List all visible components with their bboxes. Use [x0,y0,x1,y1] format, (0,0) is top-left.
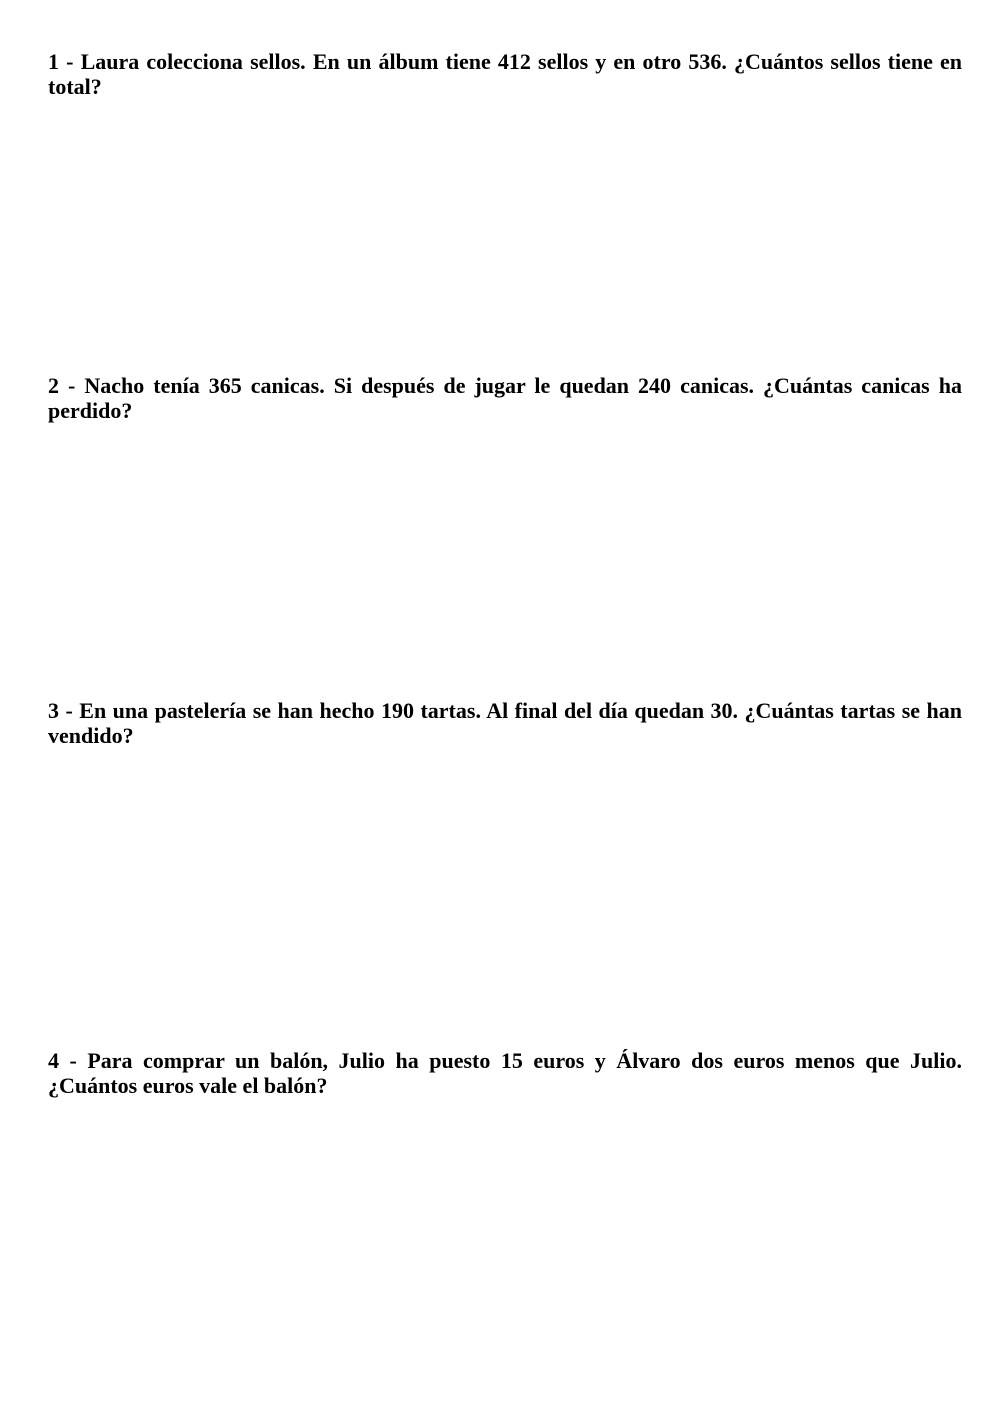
problem-3-statement: 3 - En una pastelería se han hecho 190 tartas. Al final del día quedan 30. ¿Cuántas tartas se han vendido? [48,698,962,748]
problem-4-statement: 4 - Para comprar un balón, Julio ha puesto 15 euros y Álvaro dos euros menos que Julio. ¿Cuántos euros vale el balón? [48,1048,962,1098]
problem-2-statement: 2 - Nacho tenía 365 canicas. Si después de jugar le quedan 240 canicas. ¿Cuántas canicas ha perdido? [48,373,962,423]
problem-1-statement: 1 - Laura colecciona sellos. En un álbum tiene 412 sellos y en otro 536. ¿Cuántos sellos tiene en total? [48,49,962,99]
